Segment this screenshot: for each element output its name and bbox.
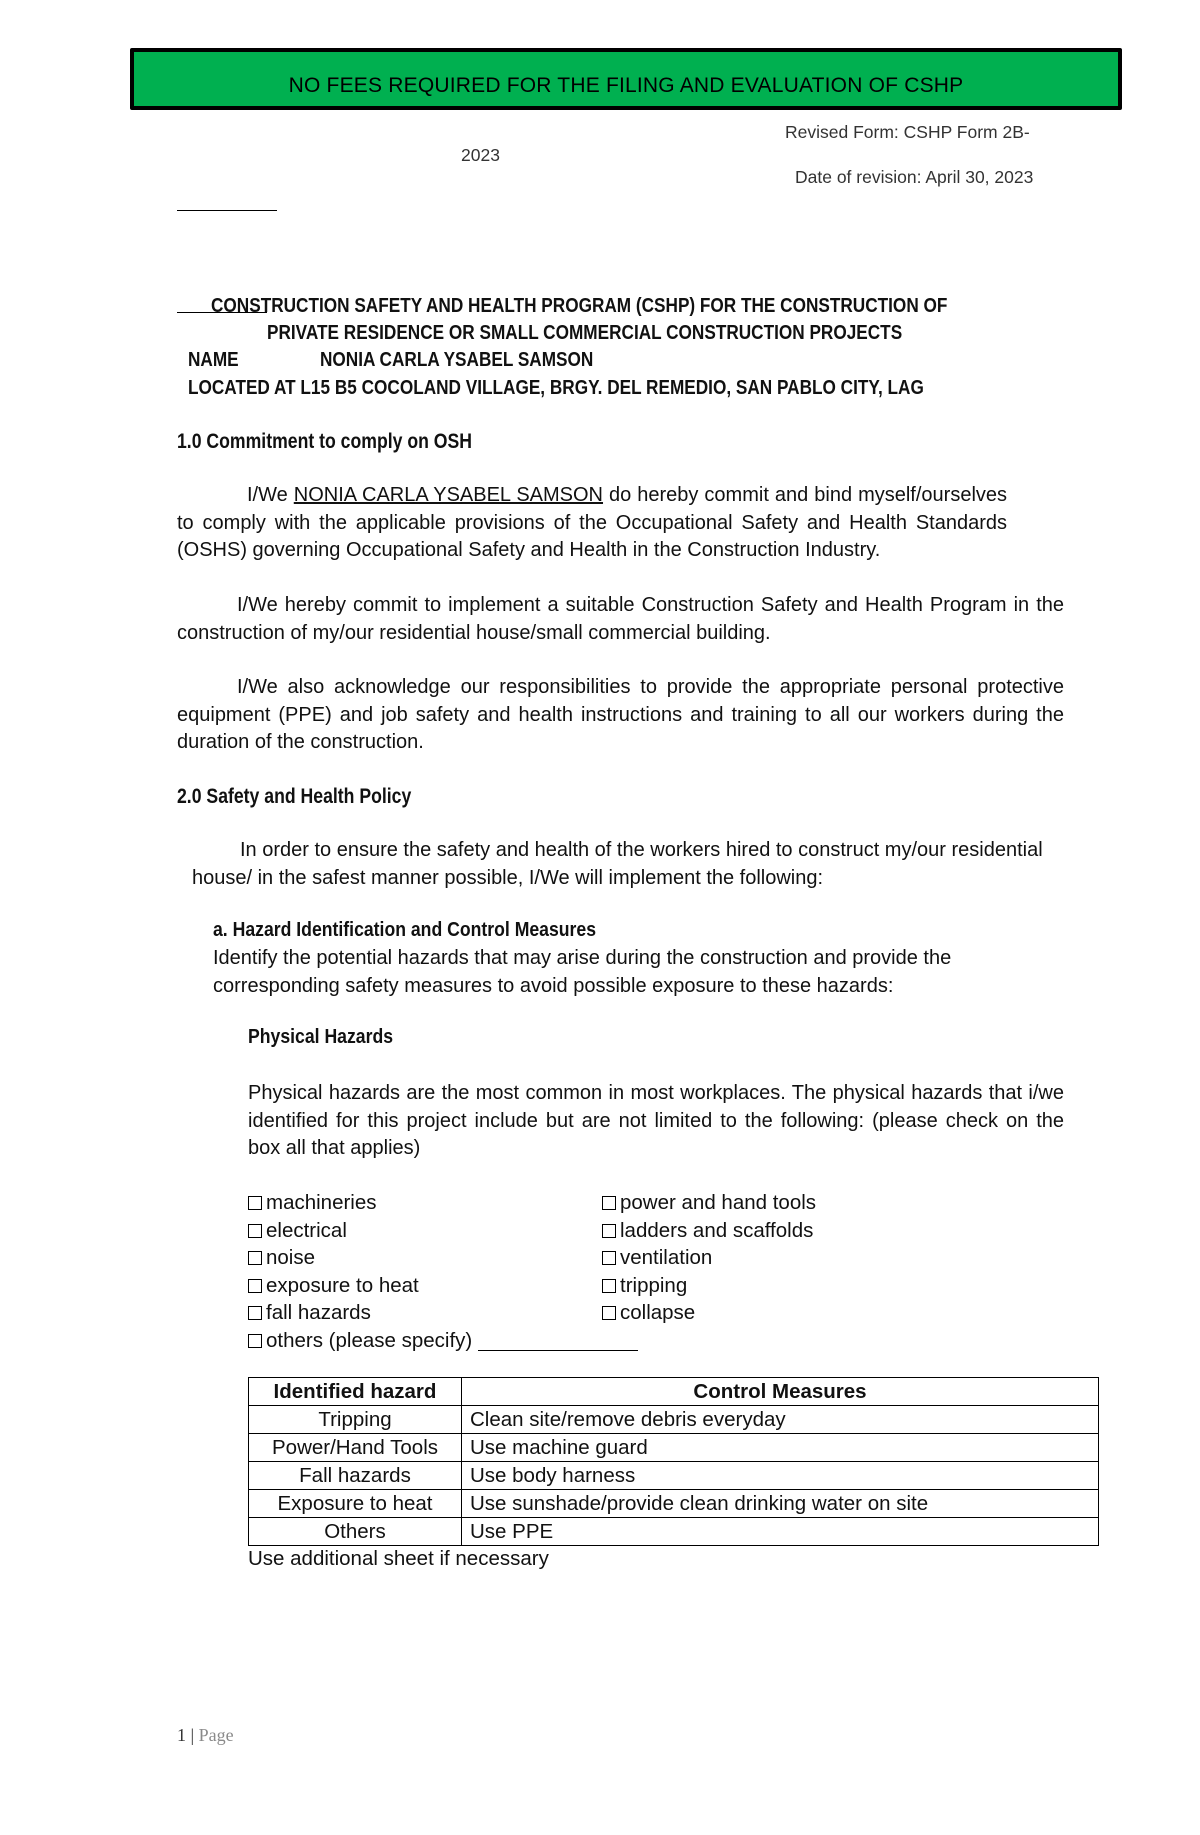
checkbox-icon[interactable] [602,1306,616,1320]
checkbox-icon[interactable] [602,1251,616,1265]
page-number: 1 [177,1725,186,1745]
header-identified-hazard: Identified hazard [249,1378,462,1406]
checkbox-ventilation[interactable] [602,1244,816,1272]
commitment-paragraph-1 [177,482,1007,565]
p1-prefix: I/We [247,484,294,506]
project-location: LOCATED AT L15 B5 COCOLAND VILLAGE, BRGY. DEL REMEDIO, SAN PABLO CITY, LAG [188,377,924,399]
program-title-line2: PRIVATE RESIDENCE OR SMALL COMMERCIAL CONSTRUCTION PROJECTS [267,322,903,344]
checkbox-label: power and hand tools [620,1191,817,1214]
checkbox-icon[interactable] [248,1224,262,1238]
hazard-identification-text: Identify the potential hazards that may arise during the construction and provide the corresponding safety measures to avoid possible exposure to these hazards: [213,947,952,997]
checkbox-exposure-to-heat[interactable] [248,1272,638,1300]
physical-hazards-heading: Physical Hazards [248,1025,394,1048]
checkbox-others[interactable] [248,1327,638,1355]
hazard-cell: Power/Hand Tools [249,1434,462,1462]
checklist-left-column [248,1189,638,1354]
others-specify-blank[interactable] [478,1330,638,1351]
p1-owner-name: NONIA CARLA YSABEL SAMSON [293,484,604,506]
hazard-cell: Tripping [249,1406,462,1434]
commitment-paragraph-2: I/We hereby commit to implement a suitable Construction Safety and Health Program in the construction of my/our residential house/small commercial building. [177,594,1064,644]
page-label: Page [198,1725,234,1745]
table-row [249,1490,1099,1518]
policy-intro-paragraph: In order to ensure the safety and health of the workers hired to construct my/our residential house/ in the safest manner possible, I/We will implement the following: [192,839,1043,889]
checkbox-label: machineries [266,1191,377,1214]
page-footer [177,1725,234,1746]
table-row [249,1462,1099,1490]
control-cell: Clean site/remove debris everyday [462,1406,1099,1434]
checkbox-label: ladders and scaffolds [620,1218,814,1242]
hazard-cell: Fall hazards [249,1462,462,1490]
checkbox-label: exposure to heat [266,1273,419,1297]
checkbox-tripping[interactable] [602,1272,816,1300]
checkbox-fall-hazards[interactable] [248,1299,638,1327]
revised-form-label: Revised Form: CSHP Form 2B- [785,122,1030,142]
checkbox-noise[interactable] [248,1244,638,1272]
date-of-revision: Date of revision: April 30, 2023 [795,167,1034,187]
program-title-line1: CONSTRUCTION SAFETY AND HEALTH PROGRAM (CSHP) FOR THE CONSTRUCTION OF [211,295,948,317]
control-cell: Use PPE [462,1518,1099,1546]
checkbox-label: noise [266,1246,316,1269]
checkbox-icon[interactable] [248,1334,262,1348]
checkbox-collapse[interactable] [602,1299,816,1327]
table-header-row [249,1378,1099,1406]
checkbox-electrical[interactable] [248,1217,638,1245]
checkbox-icon[interactable] [602,1279,616,1293]
footer-separator: | [190,1725,195,1745]
hazard-identification-heading: a. Hazard Identification and Control Measures [213,918,597,941]
checkbox-power-and-hand-tools[interactable] [602,1189,816,1217]
table-row [249,1518,1099,1546]
checkbox-label: fall hazards [266,1301,371,1324]
owner-name: NONIA CARLA YSABEL SAMSON [320,349,594,371]
checkbox-label: collapse [620,1301,696,1324]
checkbox-machineries[interactable] [248,1189,638,1217]
p1-rest: do hereby commit and bind myself/ourselves to comply with the applicable provisions of the Occupational Safety and Health Standards (OSHS) governing Occupational Safety and Health in the Construction Industry. [177,484,1008,561]
control-cell: Use machine guard [462,1434,1099,1462]
hazard-cell: Exposure to heat [249,1490,462,1518]
physical-hazards-text: Physical hazards are the most common in most workplaces. The physical hazards that i/we identified for this project include but are not limited to the following: (please check on the box all that applies) [248,1082,1064,1159]
commitment-paragraph-3: I/We also acknowledge our responsibilities to provide the appropriate personal protective equipment (PPE) and job safety and health instructions and training to all our workers during the duration of the construction. [177,676,1064,753]
checkbox-label: ventilation [620,1246,713,1269]
no-fees-banner [130,48,1122,110]
hazard-cell: Others [249,1518,462,1546]
horizontal-rule [177,210,277,211]
header-control-measures: Control Measures [462,1378,1099,1406]
hazard-control-table [248,1377,1099,1546]
checkbox-icon[interactable] [248,1306,262,1320]
checkbox-icon[interactable] [602,1196,616,1210]
checkbox-icon[interactable] [248,1279,262,1293]
checkbox-label: tripping [620,1273,688,1297]
checkbox-icon[interactable] [248,1196,262,1210]
checkbox-label: others (please specify) [266,1328,473,1352]
name-label: NAME [188,349,239,371]
section-1-heading: 1.0 Commitment to comply on OSH [177,430,473,453]
checkbox-icon[interactable] [248,1251,262,1265]
checklist-right-column [602,1189,816,1327]
control-cell: Use body harness [462,1462,1099,1490]
banner-text: NO FEES REQUIRED FOR THE FILING AND EVALUATION OF CSHP [288,74,964,97]
revised-form-year: 2023 [461,145,500,165]
additional-sheet-note: Use additional sheet if necessary [248,1547,549,1570]
checkbox-label: electrical [266,1218,347,1242]
control-cell: Use sunshade/provide clean drinking water on site [462,1490,1099,1518]
checkbox-icon[interactable] [602,1224,616,1238]
section-2-heading: 2.0 Safety and Health Policy [177,785,412,808]
checkbox-ladders-and-scaffolds[interactable] [602,1217,816,1245]
table-row [249,1406,1099,1434]
table-row [249,1434,1099,1462]
